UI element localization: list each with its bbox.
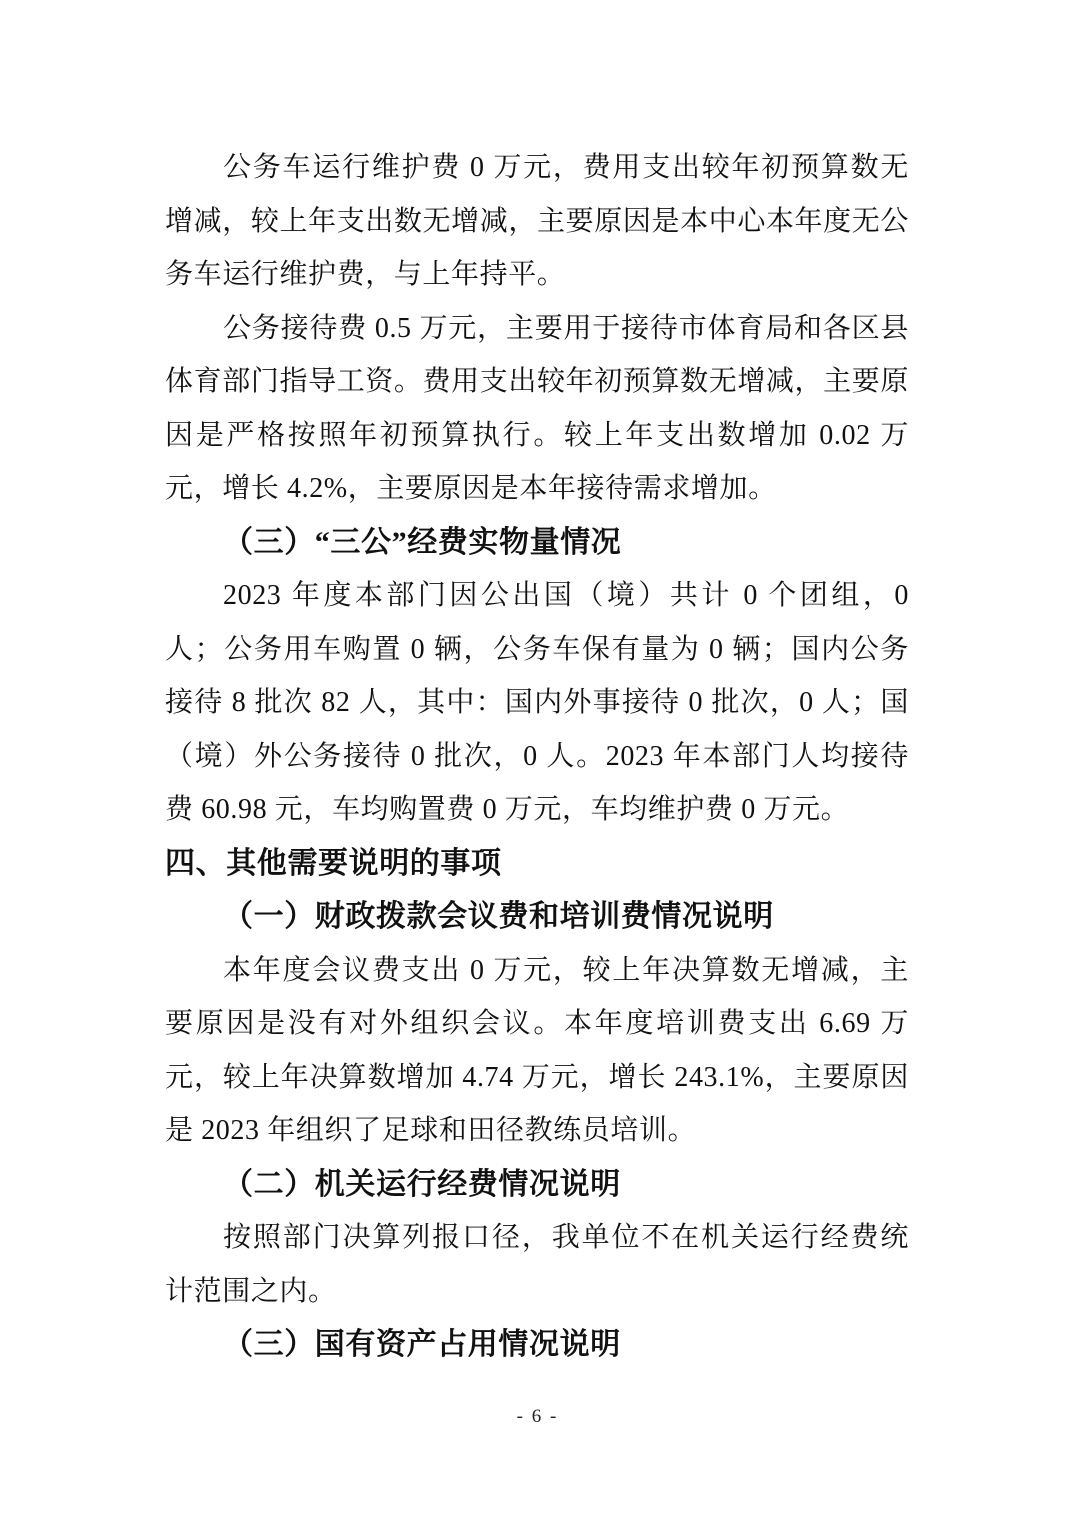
paragraph-meeting-and-training-fee: 本年度会议费支出 0 万元，较上年决算数无增减，主要原因是没有对外组织会议。本年度培训费支出 6.69 万元，较上年决算数增加 4.74 万元，增长 243.1%，主要原因是 2023 年组织了足球和田径教练员培训。	[165, 954, 909, 1146]
page-number: - 6 -	[516, 1406, 559, 1427]
heading-state-owned-assets-occupancy: （三）国有资产占用情况说明	[223, 1328, 621, 1361]
heading-three-public-physical-quantity: （三）“三公”经费实物量情况	[223, 525, 622, 559]
paragraph-physical-quantity-details: 2023 年度本部门因公出国（境）共计 0 个团组，0 人；公务用车购置 0 辆，公务车保有量为 0 辆；国内公务接待 8 批次 82 人，其中：国内外事接待 0 批次，0 人；国（境）外公务接待 0 批次，0 人。2023 年本部门人均接待费 60.98 元，车均购置费 0 万元，车均维护费 0 万元。	[165, 580, 909, 825]
heading-meeting-and-training-fee: （一）财政拨款会议费和培训费情况说明	[223, 900, 774, 933]
document-text-block	[165, 141, 909, 1372]
paragraph-agency-operating-expenses: 按照部门决算列报口径，我单位不在机关运行经费统计范围之内。	[165, 1222, 909, 1307]
heading-agency-operating-expenses: （二）机关运行经费情况说明	[223, 1167, 621, 1201]
paragraph-official-reception-fee: 公务接待费 0.5 万元，主要用于接待市体育局和各区县体育部门指导工资。费用支出较年初预算数无增减，主要原因是严格按照年初预算执行。较上年支出数增加 0.02 万元，增长 4.2%，主要原因是本年接待需求增加。	[165, 312, 909, 504]
paragraph-vehicle-maintenance-fee: 公务车运行维护费 0 万元，费用支出较年初预算数无增减，较上年支出数无增减，主要原因是本中心本年度无公务车运行维护费，与上年持平。	[165, 152, 909, 290]
heading-section-four-other-matters: 四、其他需要说明的事项	[165, 846, 502, 880]
